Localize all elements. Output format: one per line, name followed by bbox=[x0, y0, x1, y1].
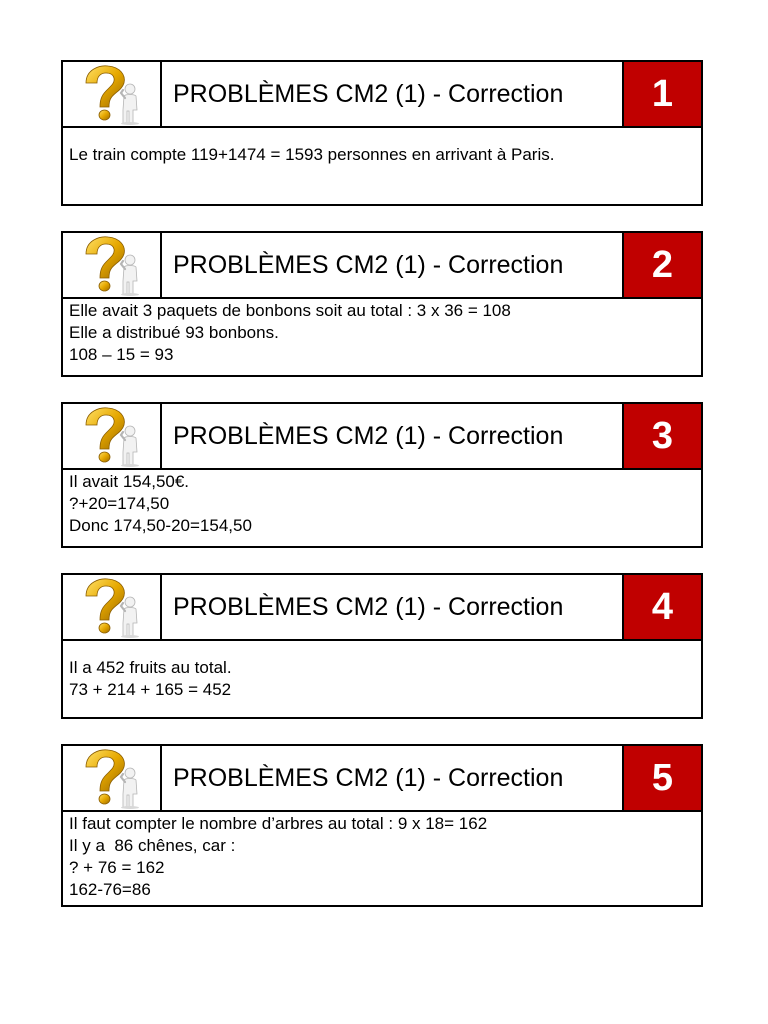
card-title: PROBLÈMES CM2 (1) - Correction bbox=[162, 746, 624, 810]
problem-card-5 bbox=[61, 744, 703, 907]
card-header bbox=[63, 575, 701, 641]
card-answer bbox=[63, 128, 701, 166]
problem-card-4 bbox=[61, 573, 703, 719]
card-title: PROBLÈMES CM2 (1) - Correction bbox=[162, 62, 624, 126]
answer-line: Donc 174,50-20=154,50 bbox=[69, 516, 252, 535]
thinking-figure-question-mark-icon bbox=[80, 234, 144, 296]
card-title: PROBLÈMES CM2 (1) - Correction bbox=[162, 575, 624, 639]
problem-card-3 bbox=[61, 402, 703, 548]
answer-line: Il faut compter le nombre d’arbres au total : 9 x 18= 162 bbox=[69, 814, 488, 833]
answer-line: 108 – 15 = 93 bbox=[69, 345, 174, 364]
answer-line: 162-76=86 bbox=[69, 880, 151, 899]
card-answer bbox=[63, 470, 701, 537]
card-number-badge: 4 bbox=[624, 575, 701, 639]
answer-line: ?+20=174,50 bbox=[69, 494, 170, 513]
card-answer bbox=[63, 299, 701, 366]
answer-line: Il a 452 fruits au total. bbox=[69, 658, 232, 677]
problem-card-2 bbox=[61, 231, 703, 377]
answer-line: 73 + 214 + 165 = 452 bbox=[69, 680, 232, 699]
icon-cell bbox=[63, 233, 162, 297]
card-number-badge: 3 bbox=[624, 404, 701, 468]
answer-line: ? + 76 = 162 bbox=[69, 858, 165, 877]
card-header bbox=[63, 746, 701, 812]
thinking-figure-question-mark-icon bbox=[80, 405, 144, 467]
card-title: PROBLÈMES CM2 (1) - Correction bbox=[162, 404, 624, 468]
card-number-badge: 2 bbox=[624, 233, 701, 297]
answer-line: Le train compte 119+1474 = 1593 personnes en arrivant à Paris. bbox=[69, 145, 555, 164]
card-header bbox=[63, 404, 701, 470]
problem-card-1 bbox=[61, 60, 703, 206]
icon-cell bbox=[63, 746, 162, 810]
card-number-badge: 1 bbox=[624, 62, 701, 126]
answer-line: Elle avait 3 paquets de bonbons soit au total : 3 x 36 = 108 bbox=[69, 301, 511, 320]
icon-cell bbox=[63, 404, 162, 468]
thinking-figure-question-mark-icon bbox=[80, 576, 144, 638]
answer-line: Il avait 154,50€. bbox=[69, 472, 190, 491]
card-header bbox=[63, 233, 701, 299]
card-number-badge: 5 bbox=[624, 746, 701, 810]
icon-cell bbox=[63, 575, 162, 639]
card-answer bbox=[63, 641, 701, 701]
card-header bbox=[63, 62, 701, 128]
answer-line: Elle a distribué 93 bonbons. bbox=[69, 323, 279, 342]
thinking-figure-question-mark-icon bbox=[80, 747, 144, 809]
thinking-figure-question-mark-icon bbox=[80, 63, 144, 125]
icon-cell bbox=[63, 62, 162, 126]
card-answer bbox=[63, 812, 701, 901]
answer-line: Il y a 86 chênes, car : bbox=[69, 836, 236, 855]
card-title: PROBLÈMES CM2 (1) - Correction bbox=[162, 233, 624, 297]
